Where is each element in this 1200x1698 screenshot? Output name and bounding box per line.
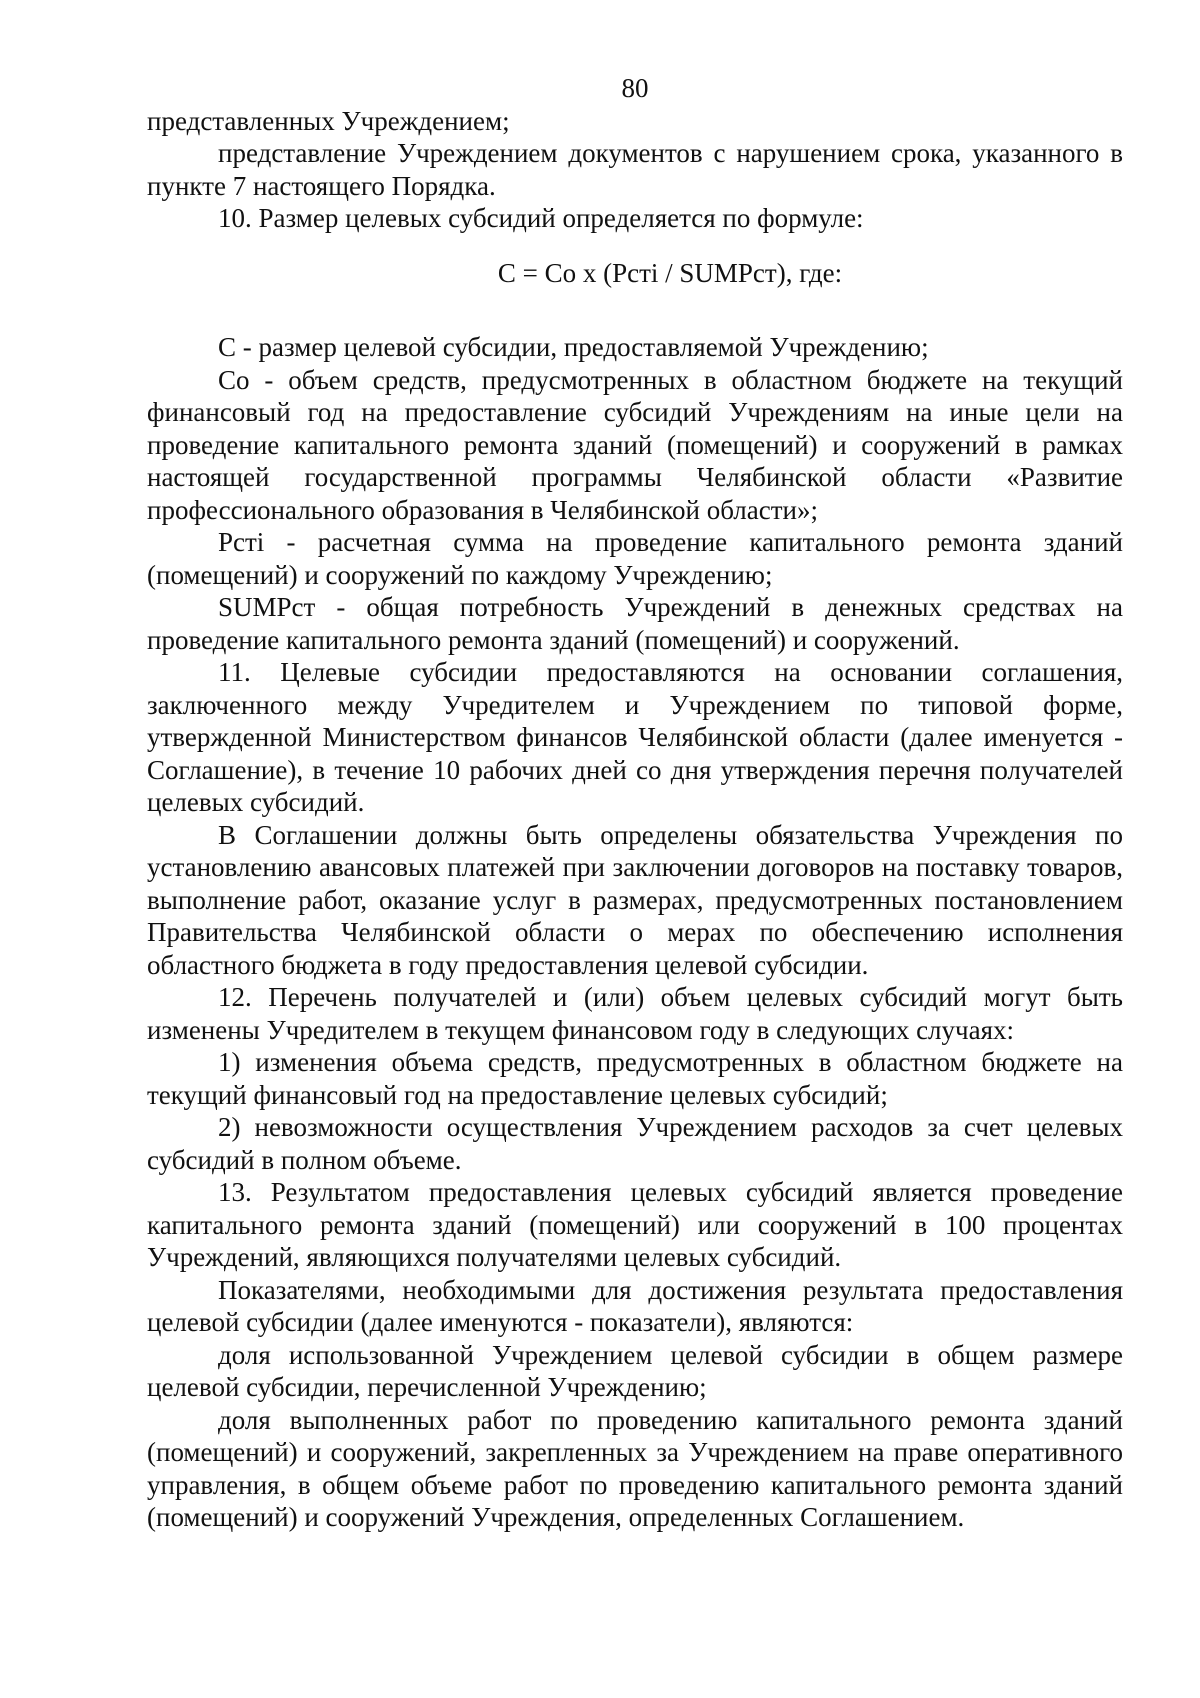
paragraph: доля выполненных работ по проведению капитального ремонта зданий (помещений) и сооружений, закрепленных за Учреждением на праве оперативного управления, в общем объеме работ по проведению капитального ремонта зданий (помещений) и сооружений Учреждения, определенных Соглашением. <box>147 1404 1123 1532</box>
page-number: 80 <box>621 73 649 103</box>
paragraph: 11. Целевые субсидии предоставляются на основании соглашения, заключенного между Учредителем и Учреждением по типовой форме, утвержденной Министерством финансов Челябинской области (далее именуется - Соглашение), в течение 10 рабочих дней со дня утверждения перечня получателей целевых субсидий. <box>147 657 1123 817</box>
paragraph: представление Учреждением документов с нарушением срока, указанного в пункте 7 настоящего Порядка. <box>147 138 1123 201</box>
paragraph: SUMPcт - общая потребность Учреждений в денежных средствах на проведение капитального ремонта зданий (помещений) и сооружений. <box>147 592 1123 655</box>
document-page <box>147 72 1123 1534</box>
paragraph: 1) изменения объема средств, предусмотренных в областном бюджете на текущий финансовый год на предоставление целевых субсидий; <box>147 1047 1123 1110</box>
paragraph: 12. Перечень получателей и (или) объем целевых субсидий могут быть изменены Учредителем в текущем финансовом году в следующих случаях: <box>147 982 1123 1045</box>
paragraph: Со - объем средств, предусмотренных в областном бюджете на текущий финансовый год на предоставление субсидий Учреждениям на иные цели на проведение капитального ремонта зданий (помещений) и сооружений в рамках настоящей государственной программы Челябинской области «Развитие профессионального образования в Челябинской области»; <box>147 364 1123 525</box>
paragraph: 13. Результатом предоставления целевых субсидий является проведение капитального ремонта зданий (помещений) или сооружений в 100 процентах Учреждений, являющихся получателями целевых субсидий. <box>147 1177 1123 1272</box>
formula: С = Со х (Рcтi / SUMPcт), где: <box>497 257 843 288</box>
paragraph: С - размер целевой субсидии, предоставляемой Учреждению; <box>218 332 929 362</box>
paragraph: Рcтi - расчетная сумма на проведение капитального ремонта зданий (помещений) и сооружений по каждому Учреждению; <box>147 527 1123 590</box>
paragraph: доля использованной Учреждением целевой субсидии в общем размере целевой субсидии, перечисленной Учреждению; <box>147 1339 1123 1402</box>
paragraph: 10. Размер целевых субсидий определяется по формуле: <box>218 203 864 233</box>
paragraph: 2) невозможности осуществления Учреждением расходов за счет целевых субсидий в полном объеме. <box>147 1112 1123 1175</box>
paragraph: В Соглашении должны быть определены обязательства Учреждения по установлению авансовых платежей при заключении договоров на поставку товаров, выполнение работ, оказание услуг в размерах, предусмотренных постановлением Правительства Челябинской области о мерах по обеспечению исполнения областного бюджета в году предоставления целевой субсидии. <box>147 819 1123 980</box>
paragraph: Показателями, необходимыми для достижения результата предоставления целевой субсидии (далее именуются - показатели), являются: <box>147 1274 1123 1337</box>
paragraph: представленных Учреждением; <box>147 105 510 136</box>
